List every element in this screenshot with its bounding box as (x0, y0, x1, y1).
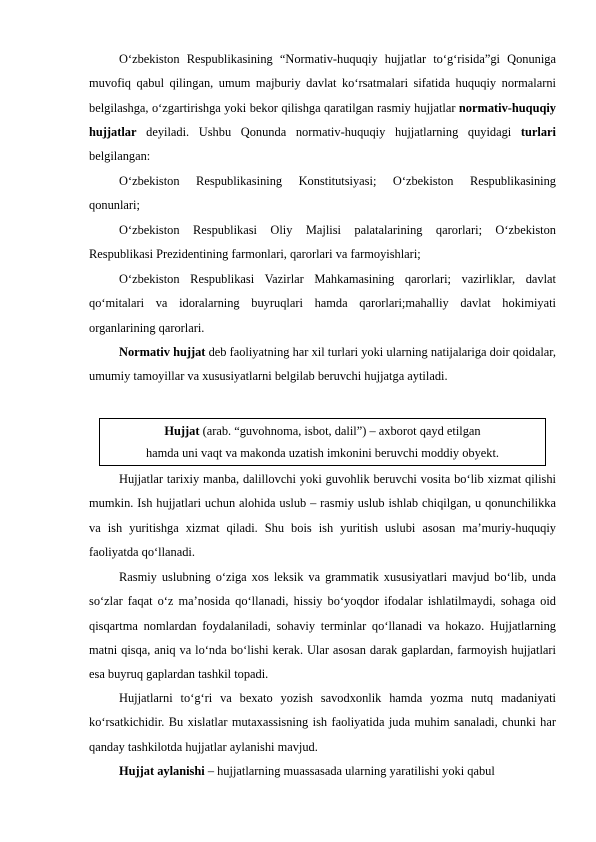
text-segment: O‘zbekiston Respublikasining “Normativ-huquqiy hujjatlar to‘g‘risida”gi Qonuniga muvofiq qabul qilingan, umum majburiy davlat ko‘rsatmalari sifatida huquqiy normalarni belgilashga, o‘zgartirishga yoki bekor qilishga qaratilgan rasmiy hujjatlar (89, 52, 556, 115)
bold-term: turlari (520, 124, 556, 139)
definition-line-2: hamda uni vaqt va makonda uzatish imkonini beruvchi moddiy obyekt. (145, 446, 500, 460)
text-segment: Hujjatlarni to‘g‘ri va bexato yozish savodxonlik hamda yozma nutq madaniyati ko‘rsatkichidir. Bu xislatlar mutaxassisning ish faoliyatida juda muhim sanaladi, chunki har qanday tashkilotda hujjatlar aylanishi mavjud. (89, 691, 556, 754)
bold-term: normativ-huquqiy hujjatlar (89, 100, 556, 139)
paragraph-savodxonlik (89, 686, 556, 759)
definition-line-1 (100, 420, 545, 442)
definition-text: (arab. “guvohnoma, isbot, dalil”) – axborot qayd etilgan (199, 424, 481, 438)
paragraph-rasmiy-uslub (89, 565, 556, 686)
definition-box (99, 418, 546, 466)
paragraph-normativ-hujjat (89, 340, 556, 389)
paragraph-oliy-majlis (89, 218, 556, 267)
definition-term: Hujjat (164, 424, 200, 438)
text-segment: O‘zbekiston Respublikasi Oliy Majlisi palatalarining qarorlari; O‘zbekiston Respublikasi Prezidentining farmonlari, qarorlari va farmoyishlari; (89, 223, 556, 262)
text-segment: Rasmiy uslubning o‘ziga xos leksik va grammatik xususiyatlari mavjud bo‘lib, unda so‘zlar faqat o‘z ma’nosida qo‘llanadi, hissiy bo‘yoqdor ifodalar ishlatilmaydi, sohaga oid qisqartma nomlardan foydalaniladi, sohaviy terminlar qo‘llanadi va hokazo. Hujjatlarning matni qisqa, aniq va lo‘nda bo‘lishi kerak. Ular asosan darak gaplardan, farmoyish hujjatlari esa buyruq gaplardan tashkil topadi. (89, 570, 556, 682)
paragraph-constitution (89, 169, 556, 218)
text-segment: belgilangan: (89, 149, 151, 164)
bold-term: Hujjat aylanishi (119, 764, 205, 778)
paragraph-hujjat-aylanishi (89, 759, 556, 783)
text-segment: deyiladi. Ushbu Qonunda normativ-huquqiy hujjatlarning quyidagi (136, 124, 521, 139)
text-segment: deb faoliyatning har xil turlari yoki ularning natijalariga doir qoidalar, umumiy tamoyillar va xususiyatlarni belgilab beruvchi hujjatga aytiladi. (89, 345, 556, 384)
text-segment: O‘zbekiston Respublikasi Vazirlar Mahkamasining qarorlari; vazirliklar, davlat qo‘mitalari va idoralarning buyruqlari hamda qarorlari;mahalliy davlat hokimiyati organlarining qarorlari. (89, 272, 556, 335)
paragraph-tarixiy-manba (89, 467, 556, 564)
text-segment: O‘zbekiston Respublikasining Konstitutsiyasi; O‘zbekiston Respublikasining qonunlari; (89, 174, 556, 213)
paragraph-vazirlar (89, 267, 556, 340)
text-segment: Hujjatlar tarixiy manba, dalillovchi yoki guvohlik beruvchi vosita bo‘lib xizmat qilishi mumkin. Ish hujjatlari uchun alohida uslub – rasmiy uslub ishlab chiqilgan, u qonunchilikka va ish yuritishga xizmat qiladi. Shu bois ish yuritish uslubi asosan ma’muriy-huquqiy faoliyatda qo‘llanadi. (89, 472, 556, 559)
text-segment: – hujjatlarning muassasada ularning yaratilishi yoki qabul (204, 764, 495, 778)
bold-term: Normativ hujjat (119, 345, 206, 359)
paragraph-intro (89, 47, 556, 168)
